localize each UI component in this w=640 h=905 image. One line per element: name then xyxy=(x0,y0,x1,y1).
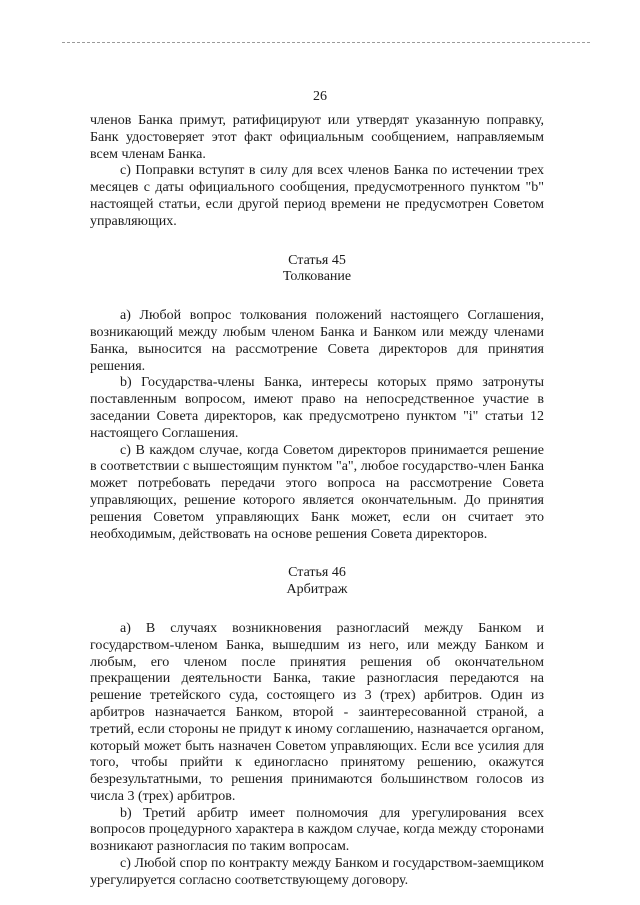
continuation-paragraph: членов Банка примут, ратифицируют или утвердят указанную поправку, Банк удостоверяет этот факт официальным сообщением, направляемым всем членам Банка. xyxy=(90,113,544,162)
page-number: 26 xyxy=(313,89,327,104)
article-46-paragraph-a: a) В случаях возникновения разногласий между Банком и государством-членом Банка, вышедшим из него, или между Банком и любым, его членом после принятия решения об окончательном прекращении деятельности Банка, такие разногласия передаются на решение третейского суда, состоящего из 3 (трех) арбитров. Один из арбитров назначается Банком, второй - заинтересованной страной, а третий, если стороны не придут к иному соглашению, назначается органом, который может быть назначен Советом управляющих. Если все усилия для того, чтобы прийти к единогласно принятому решению, окажутся безрезультатными, то решения принимаются большинством голосов из числа 3 (трех) арбитров. xyxy=(90,620,544,804)
article-45-paragraph-a: a) Любой вопрос толкования положений настоящего Соглашения, возникающий между любым членом Банка и Банком или между членами Банка, выносится на рассмотрение Совета директоров для принятия решения. xyxy=(90,308,544,374)
article-46-title: Арбитраж xyxy=(286,582,348,598)
article-46-paragraph-c: c) Любой спор по контракту между Банком и государством-заемщиком урегулируется согласно соответствующему договору. xyxy=(90,856,544,888)
article-45-paragraph-c: c) В каждом случае, когда Советом директоров принимается решение в соответствии с вышестоящим пунктом "a", любое государство-член Банка может потребовать передачи этого вопроса на рассмотрение Совета управляющих, решение которого является окончательным. До принятия решения Советом управляющих Банк может, если он считает это необходимым, действовать на основе решения Совета директоров. xyxy=(90,442,544,542)
article-46-heading xyxy=(90,565,544,599)
article-45-title: Толкование xyxy=(282,269,352,285)
article-45-number: Статья 45 xyxy=(288,252,346,268)
top-rule xyxy=(62,42,590,43)
article-45-paragraph-b: b) Государства-члены Банка, интересы которых прямо затронуты поставленным вопросом, имеют право на непосредственное участие в заседании Совета директоров, как предусмотрено пунктом "i" статьи 12 настоящего Соглашения. xyxy=(90,375,544,441)
amendment-paragraph-c: c) Поправки вступят в силу для всех членов Банка по истечении трех месяцев с даты официального сообщения, предусмотренного пунктом "b" настоящей статьи, если другой период времени не предусмотрен Советом управляющих. xyxy=(90,163,544,229)
article-46-number: Статья 46 xyxy=(288,565,346,581)
article-46-paragraph-b: b) Третий арбитр имеет полномочия для урегулирования всех вопросов процедурного характера в каждом случае, когда между сторонами возникают разногласия по таким вопросам. xyxy=(90,805,544,855)
article-45-heading xyxy=(90,253,544,287)
document-body xyxy=(90,113,544,890)
